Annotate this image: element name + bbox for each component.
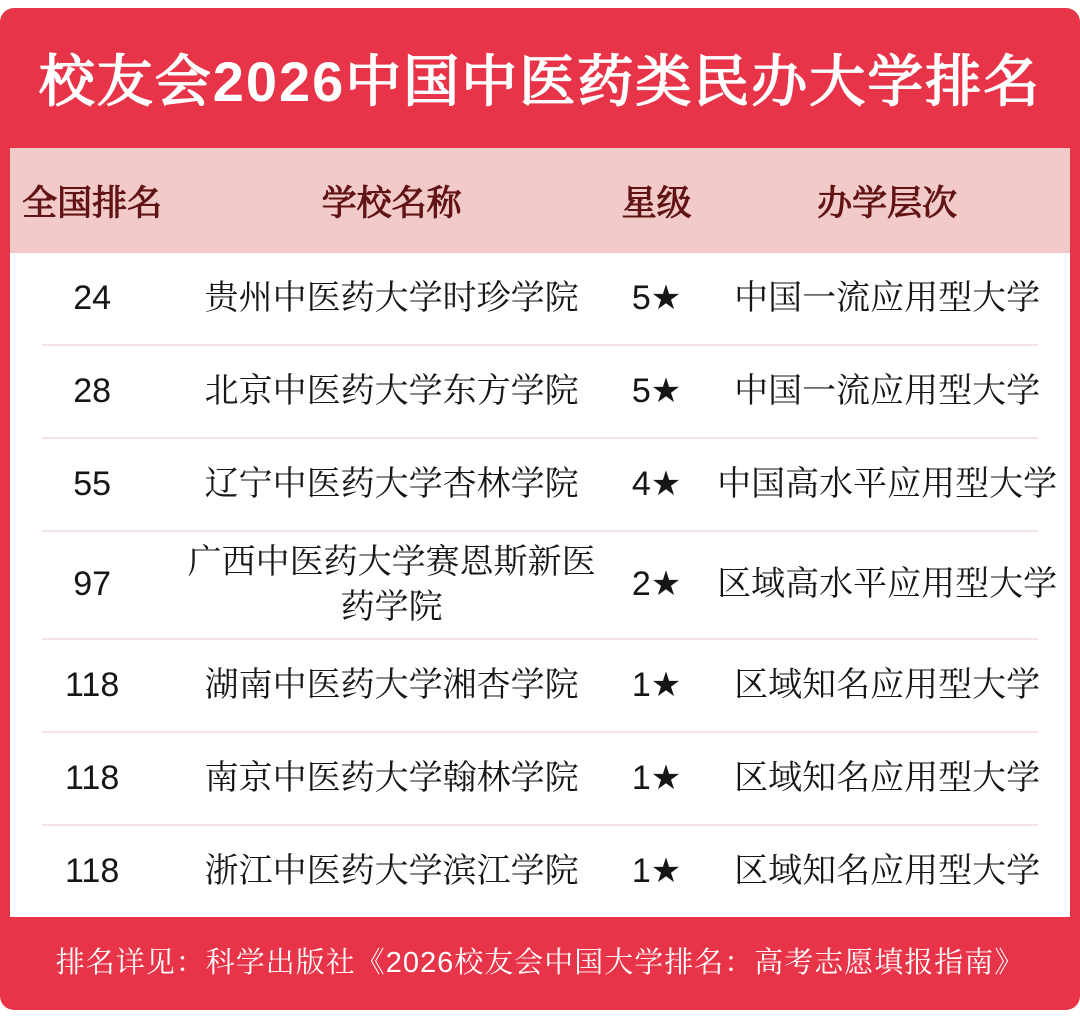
school-level: 中国一流应用型大学 (734, 279, 1041, 318)
table-row (10, 826, 1070, 917)
rank-value: 118 (65, 758, 120, 797)
table-body (10, 253, 1070, 917)
table-row (10, 532, 1070, 638)
table-row (10, 640, 1070, 731)
ranking-poster (0, 8, 1080, 1010)
rank-value: 118 (65, 851, 120, 890)
footer-bar (0, 917, 1080, 1005)
table-row (10, 439, 1070, 530)
title-bar (0, 8, 1080, 148)
page-title: 校友会2026中国中医药类民办大学排名 (38, 50, 1042, 113)
school-name: 南京中医药大学翰林学院 (204, 758, 579, 797)
school-name: 北京中医药大学东方学院 (204, 372, 579, 411)
star-rating: 5★ (631, 279, 682, 318)
school-name: 贵州中医药大学时珍学院 (204, 279, 579, 318)
star-rating: 1★ (631, 851, 682, 890)
header-name: 学校名称 (321, 183, 462, 223)
school-level: 区域高水平应用型大学 (717, 565, 1058, 604)
table-row (10, 733, 1070, 824)
rank-value: 55 (73, 465, 112, 504)
school-name: 浙江中医药大学滨江学院 (204, 851, 579, 890)
star-rating: 5★ (631, 372, 682, 411)
star-rating: 4★ (631, 465, 682, 504)
table-row (10, 253, 1070, 344)
school-name: 辽宁中医药大学杏林学院 (204, 465, 579, 504)
table-header-row (10, 148, 1070, 253)
star-rating: 1★ (631, 758, 682, 797)
header-star: 星级 (621, 183, 692, 223)
rank-value: 24 (73, 279, 112, 318)
rank-value: 118 (65, 665, 120, 704)
star-rating: 1★ (631, 665, 682, 704)
school-level: 中国一流应用型大学 (734, 372, 1041, 411)
school-name: 广西中医药大学赛恩斯新医药学院 (187, 543, 596, 626)
header-level: 办学层次 (817, 183, 958, 223)
ranking-table (10, 148, 1070, 917)
rank-value: 28 (73, 372, 112, 411)
school-level: 区域知名应用型大学 (734, 665, 1041, 704)
footer-note: 排名详见：科学出版社《2026校友会中国大学排名：高考志愿填报指南》 (55, 947, 1025, 980)
school-level: 区域知名应用型大学 (734, 758, 1041, 797)
rank-value: 97 (73, 565, 112, 604)
school-name: 湖南中医药大学湘杏学院 (204, 665, 579, 704)
school-level: 中国高水平应用型大学 (717, 465, 1058, 504)
school-level: 区域知名应用型大学 (734, 851, 1041, 890)
header-rank: 全国排名 (22, 183, 163, 223)
table-row (10, 346, 1070, 437)
star-rating: 2★ (631, 565, 682, 604)
